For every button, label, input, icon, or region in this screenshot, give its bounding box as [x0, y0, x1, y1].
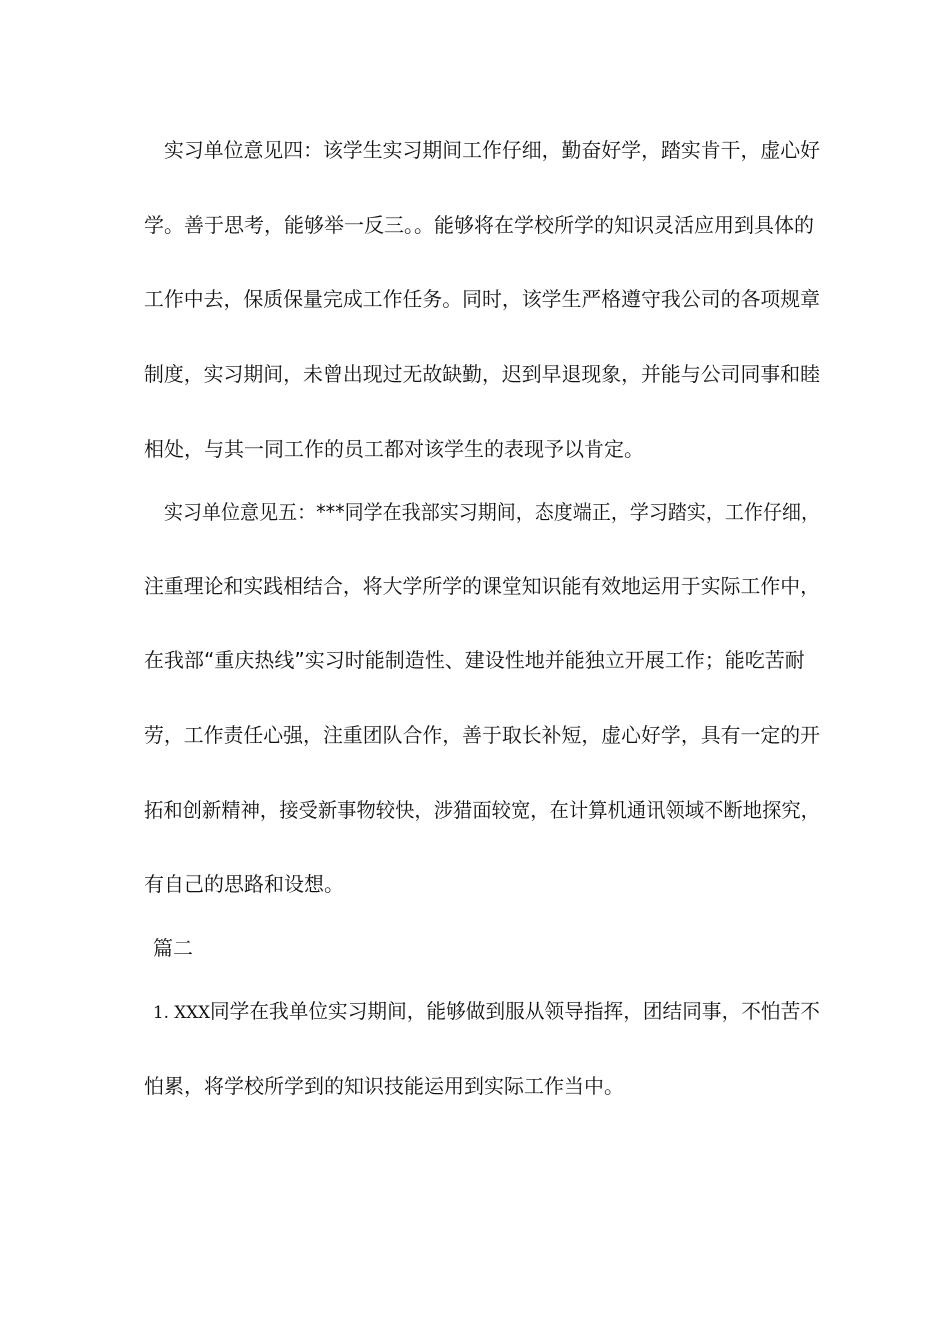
item-1-line-2: 怕累，将学校所学到的知识技能运用到实际工作当中。: [144, 1074, 624, 1098]
paragraph-4-line-5: 相处，与其一同工作的员工都对该学生的表现予以肯定。: [144, 437, 644, 461]
paragraph-4-line-1: 实习单位意见四：该学生实习期间工作仔细，勤奋好学，踏实肯干，虚心好: [164, 138, 820, 162]
paragraph-5-line-2: 注重理论和实践相结合，将大学所学的课堂知识能有效地运用于实际工作中，: [144, 574, 820, 598]
paragraph-5-line-3: 在我部“重庆热线”实习时能制造性、建设性地并能独立开展工作；能吃苦耐: [144, 648, 805, 672]
paragraph-5-line-1: 实习单位意见五：***同学在我部实习期间，态度端正，学习踏实，工作仔细，: [164, 500, 820, 524]
section-heading: 篇二: [153, 936, 193, 960]
paragraph-4-line-3: 工作中去，保质保量完成工作任务。同时，该学生严格遵守我公司的各项规章: [144, 287, 820, 311]
item-1-text: 同学在我单位实习期间，能够做到服从领导指挥，团结同事，不怕苦不: [209, 999, 820, 1023]
paragraph-5-line-5: 拓和创新精神，接受新事物较快，涉猎面较宽，在计算机通讯领域不断地探究，: [144, 798, 820, 822]
paragraph-4-line-2: 学。善于思考，能够举一反三。。能够将在学校所学的知识灵活应用到具体的: [144, 213, 814, 237]
item-1-number: 1. XXX: [153, 1003, 210, 1023]
paragraph-5-line-6: 有自己的思路和设想。: [144, 872, 344, 896]
item-1-line-1: [153, 997, 820, 1027]
paragraph-4-line-4: 制度，实习期间，未曾出现过无故缺勤，迟到早退现象，并能与公司同事和睦: [144, 362, 820, 386]
paragraph-5-line-4: 劳，工作责任心强，注重团队合作，善于取长补短，虚心好学，具有一定的开: [144, 723, 820, 747]
